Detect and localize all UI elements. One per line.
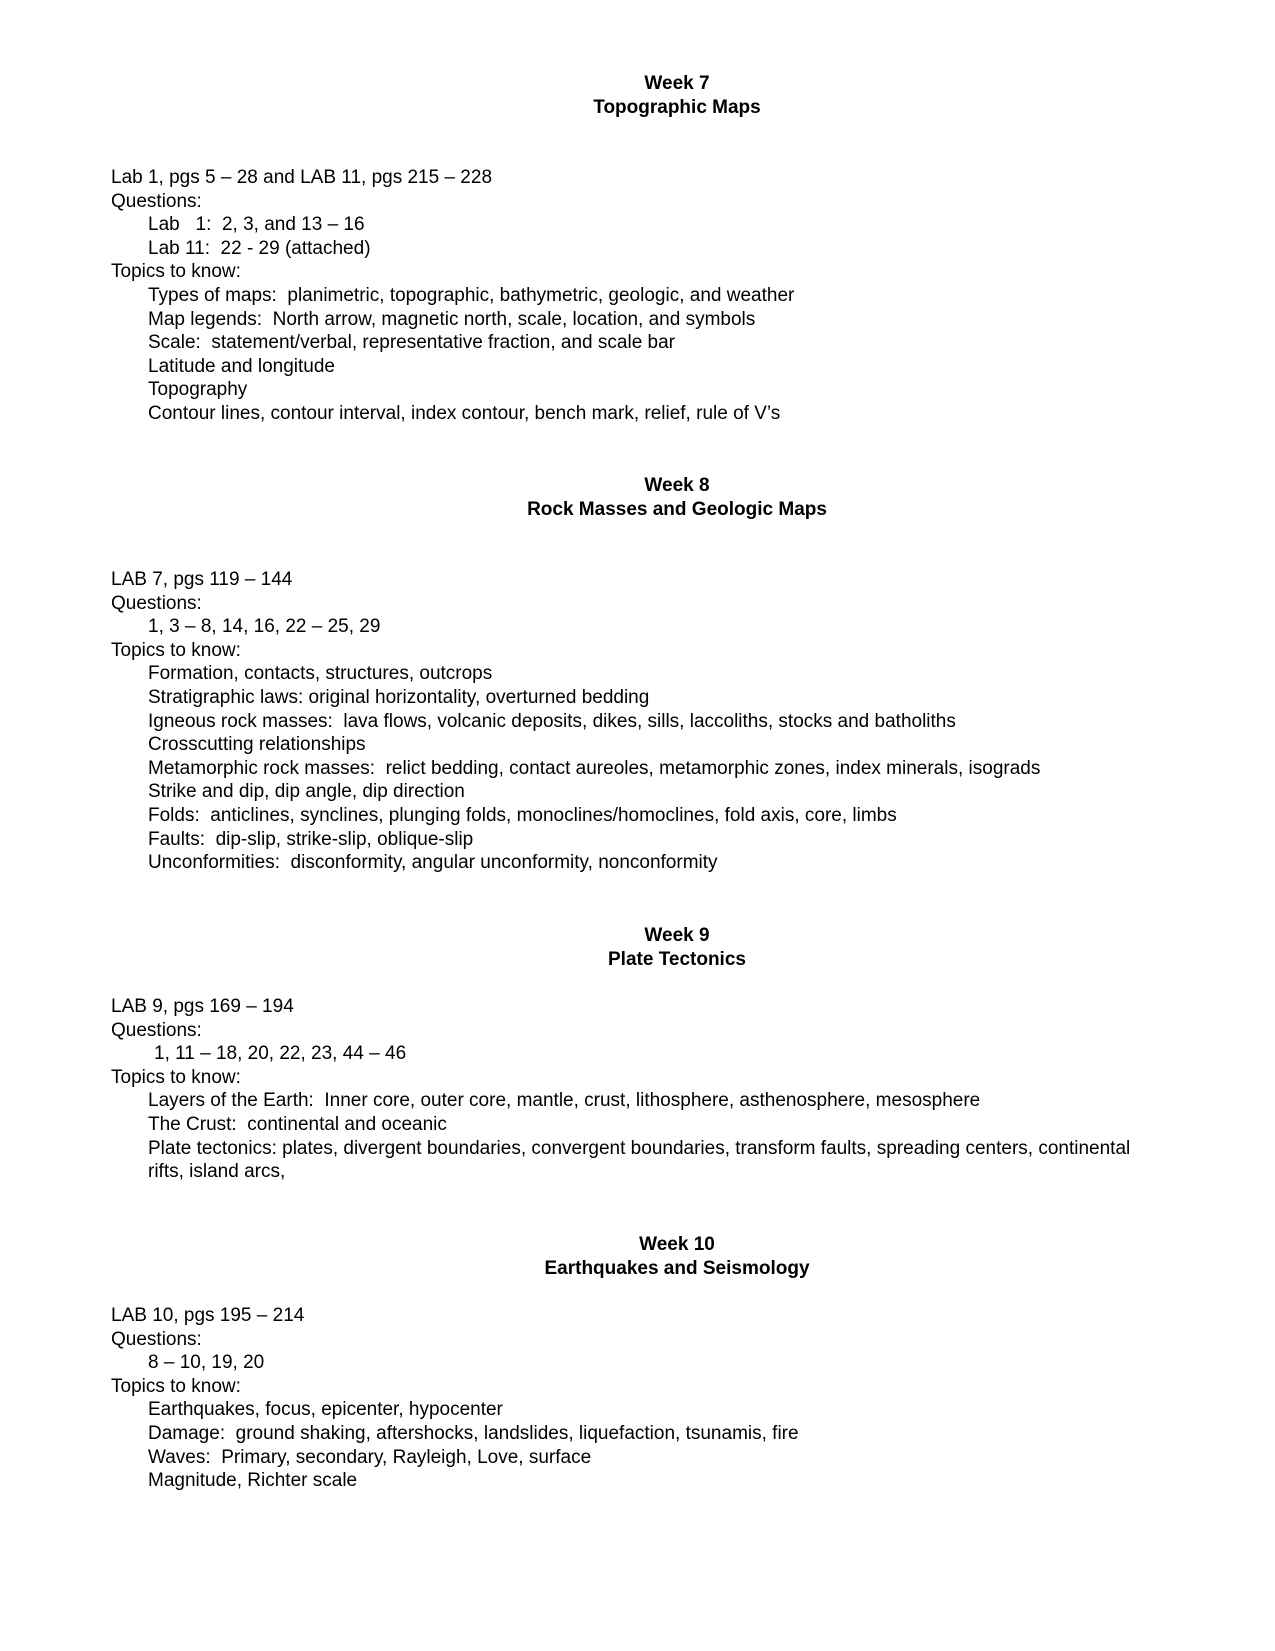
topic-item: Map legends: North arrow, magnetic north, scale, location, and symbols: [148, 308, 756, 330]
topic-item: Contour lines, contour interval, index contour, bench mark, relief, rule of V’s: [148, 402, 781, 424]
week-9-body: [111, 995, 1191, 1183]
topic-item: Folds: anticlines, synclines, plunging folds, monoclines/homoclines, fold axis, core, limbs: [148, 804, 897, 826]
questions-label: Questions:: [111, 592, 202, 614]
week-7-section: [111, 72, 1191, 119]
week-10-body: [111, 1304, 1191, 1493]
week-7-heading: [137, 72, 1217, 119]
question-item: 1, 3 – 8, 14, 16, 22 – 25, 29: [148, 616, 381, 638]
week-label: Week 7: [644, 73, 710, 94]
topics-label: Topics to know:: [111, 1066, 241, 1088]
topic-item: Strike and dip, dip angle, dip direction: [148, 781, 465, 803]
topic-item: Scale: statement/verbal, representative fraction, and scale bar: [148, 332, 675, 354]
topic-item: Earthquakes, focus, epicenter, hypocenter: [148, 1399, 503, 1421]
reading-assignment: LAB 10, pgs 195 – 214: [111, 1305, 305, 1326]
week-7-body: [111, 166, 1191, 426]
question-item: Lab 1: 2, 3, and 13 – 16: [148, 214, 365, 236]
week-9-section: [111, 924, 1191, 971]
topics-label: Topics to know:: [111, 639, 241, 661]
topic-item: Formation, contacts, structures, outcrops: [148, 663, 493, 685]
topics-label: Topics to know:: [111, 261, 241, 283]
topic-item: Metamorphic rock masses: relict bedding, contact aureoles, metamorphic zones, index minerals, isograds: [148, 757, 1041, 779]
week-title: Earthquakes and Seismology: [544, 1257, 810, 1279]
week-label: Week 9: [644, 925, 710, 946]
questions-label: Questions:: [111, 1019, 202, 1041]
topic-item: Topography: [148, 379, 248, 401]
topic-item: Stratigraphic laws: original horizontality, overturned bedding: [148, 686, 650, 708]
question-item: 8 – 10, 19, 20: [148, 1352, 265, 1374]
week-label: Week 10: [639, 1234, 715, 1255]
week-8-body: [111, 568, 1191, 875]
topic-item: Layers of the Earth: Inner core, outer core, mantle, crust, lithosphere, asthenosphere, mesosphere: [148, 1090, 981, 1112]
week-10-heading: [137, 1233, 1217, 1280]
topic-item: Plate tectonics: plates, divergent boundaries, convergent boundaries, transform faults, spreading centers, continental rifts, island arcs,: [148, 1137, 1131, 1182]
week-title: Topographic Maps: [593, 96, 761, 118]
topic-item: Types of maps: planimetric, topographic, bathymetric, geologic, and weather: [148, 284, 795, 306]
questions-label: Questions:: [111, 190, 202, 212]
topic-item: Damage: ground shaking, aftershocks, landslides, liquefaction, tsunamis, fire: [148, 1422, 799, 1444]
topic-item: Waves: Primary, secondary, Rayleigh, Love, surface: [148, 1446, 592, 1468]
topic-item: Latitude and longitude: [148, 355, 335, 377]
topic-item: Igneous rock masses: lava flows, volcanic deposits, dikes, sills, laccoliths, stocks and batholiths: [148, 710, 956, 732]
reading-assignment: LAB 7, pgs 119 – 144: [111, 569, 293, 590]
topic-item: The Crust: continental and oceanic: [148, 1113, 447, 1135]
topic-item: Crosscutting relationships: [148, 734, 366, 756]
week-title: Rock Masses and Geologic Maps: [527, 498, 827, 520]
topic-item: Magnitude, Richter scale: [148, 1470, 358, 1492]
questions-label: Questions:: [111, 1328, 202, 1350]
week-10-section: [111, 1233, 1191, 1280]
reading-assignment: LAB 9, pgs 169 – 194: [111, 996, 294, 1017]
topic-item: Unconformities: disconformity, angular unconformity, nonconformity: [148, 852, 718, 874]
topics-label: Topics to know:: [111, 1375, 241, 1397]
week-label: Week 8: [644, 475, 710, 496]
week-8-section: [111, 474, 1191, 521]
week-9-heading: [137, 924, 1217, 971]
question-item: 1, 11 – 18, 20, 22, 23, 44 – 46: [154, 1043, 407, 1065]
question-item: Lab 11: 22 - 29 (attached): [148, 237, 371, 259]
week-title: Plate Tectonics: [608, 948, 746, 970]
week-8-heading: [137, 474, 1217, 521]
reading-assignment: Lab 1, pgs 5 – 28 and LAB 11, pgs 215 – 228: [111, 167, 493, 188]
topic-item: Faults: dip-slip, strike-slip, oblique-slip: [148, 828, 474, 850]
